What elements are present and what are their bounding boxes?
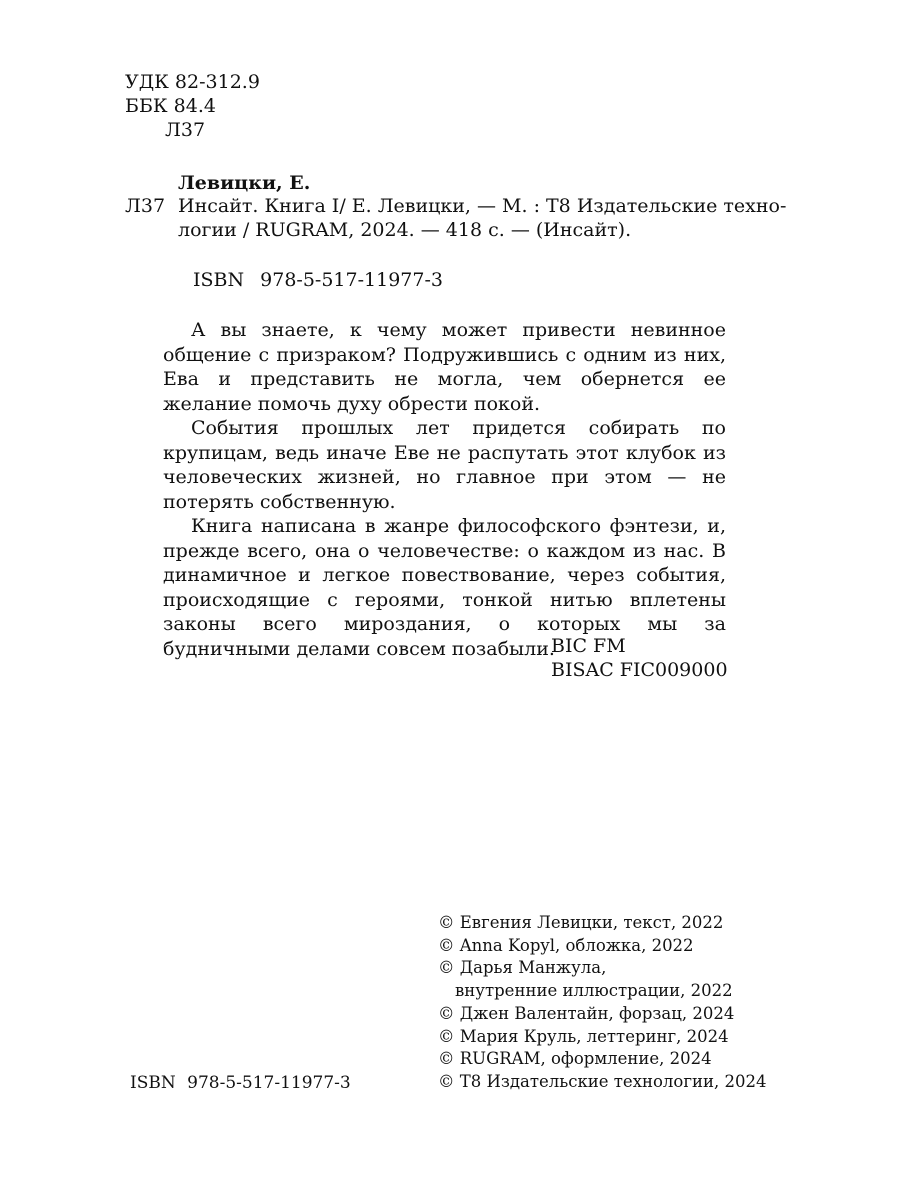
annotation-paragraph: А вы знаете, к чему может привести невинное общение с призраком? Подружившись с одним из них, Ева и представить не могла, чем обернется ее желание помочь духу обрести покой. [163,319,726,415]
book-annotation [163,318,726,661]
isbn-catalog: ISBN 978-5-517-11977-3 [193,269,443,291]
bisac-code: BISAC FIC009000 [551,659,728,681]
catalog-author-sign: Л37 [125,195,166,217]
bbk-code: ББК 84.4 [125,95,216,117]
copyright-line: © Евгения Левицки, текст, 2022 [438,913,724,932]
copyright-line: © Мария Круль, леттеринг, 2024 [438,1026,729,1046]
catalog-description-line-2: логии / RUGRAM, 2024. — 418 с. — (Инсайт). [178,219,632,241]
copyright-line: © Джен Валентайн, форзац, 2024 [438,1003,735,1023]
copyright-line: © Anna Kopyl, обложка, 2022 [438,935,694,955]
bic-code: BIC FM [551,635,626,657]
author-sign-code: Л37 [165,119,206,141]
catalog-description-line-1: Инсайт. Книга I/ Е. Левицки, — М. : Т8 Издательские техно- [178,195,787,217]
copyright-line: © RUGRAM, оформление, 2024 [438,1049,712,1069]
udk-code: УДК 82-312.9 [125,71,260,93]
copyright-line: © Т8 Издательские технологии, 2024 [438,1071,767,1091]
annotation-paragraph: События прошлых лет придется собирать по крупицам, ведь иначе Еве не распутать этот клубок из человеческих жизней, но главное при этом — не потерять собственную. [163,417,726,513]
catalog-author: Левицки, Е. [178,172,311,194]
isbn-bottom: ISBN 978-5-517-11977-3 [130,1073,351,1093]
annotation-paragraph: Книга написана в жанре философского фэнтези, и, прежде всего, она о человечестве: о каждом из нас. В динамичное и легкое повествование, через события, происходящие с героями, тонкой нитью вплетены законы всего мироздания, о которых мы за будничными делами совсем позабыли. [163,515,726,660]
copyright-block [438,912,766,1094]
copyright-line: внутренние иллюстрации, 2022 [455,981,733,1001]
copyright-line: © Дарья Манжула, [438,958,607,978]
